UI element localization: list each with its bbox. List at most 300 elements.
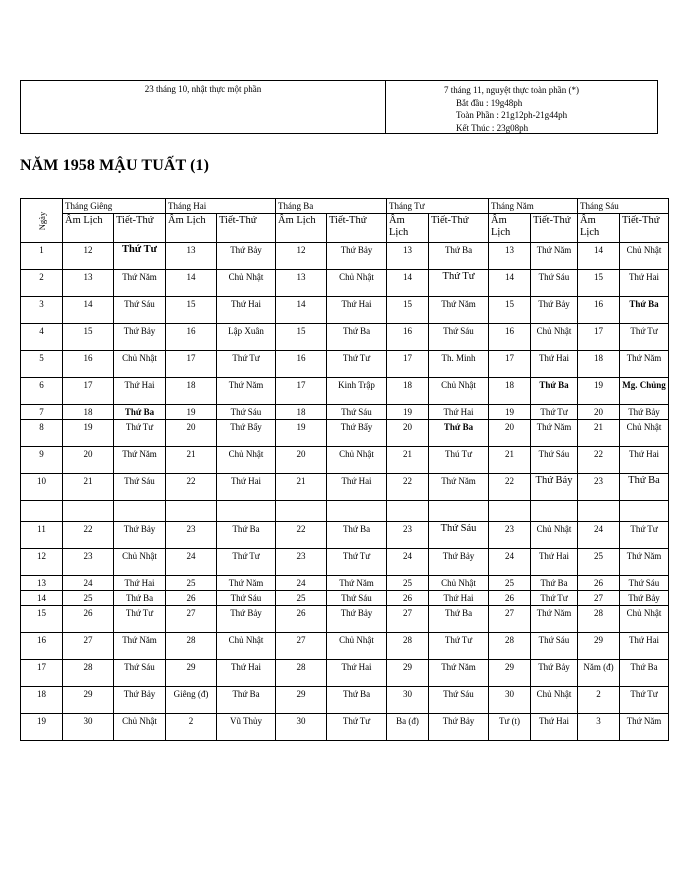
weekday-cell: Thứ Sáu: [217, 405, 276, 420]
lunar-date-cell: 29: [276, 687, 327, 714]
lunar-date-cell: 18: [578, 351, 620, 378]
weekday-cell: Thứ Hai: [327, 660, 387, 687]
table-row: [21, 405, 669, 420]
weekday-cell: Thứ Bảy: [620, 405, 669, 420]
lunar-date-cell: 16: [578, 297, 620, 324]
lunar-date-cell: 30: [276, 714, 327, 741]
weekday-cell: Chủ Nhật: [429, 576, 489, 591]
am-lich-header: Âm Lịch: [489, 214, 531, 243]
table-row: [21, 576, 669, 591]
lunar-date-cell: 12: [276, 243, 327, 270]
lunar-date-cell: 21: [63, 474, 114, 501]
weekday-cell: Thứ Bảy: [531, 474, 578, 501]
lunar-date-cell: 13: [276, 270, 327, 297]
weekday-cell: Thứ Hai: [217, 297, 276, 324]
lunar-date-cell: 28: [489, 633, 531, 660]
am-lich-header: Âm Lịch: [387, 214, 429, 243]
weekday-cell: Kinh Trập: [327, 378, 387, 405]
lunar-date-cell: 28: [387, 633, 429, 660]
weekday-cell: Thứ Hai: [217, 474, 276, 501]
empty-cell: [21, 501, 63, 522]
lunar-date-cell: 16: [276, 351, 327, 378]
weekday-cell: Thứ Bảy: [114, 522, 166, 549]
calendar-body: [21, 243, 669, 741]
weekday-cell: Chủ Nhật: [114, 351, 166, 378]
month-header: Tháng Giêng: [63, 199, 166, 214]
lunar-date-cell: 18: [489, 378, 531, 405]
day-number: 10: [21, 474, 63, 501]
empty-cell: [276, 501, 327, 522]
weekday-cell: Thứ Tư: [327, 351, 387, 378]
weekday-cell: Thứ Ba: [114, 405, 166, 420]
day-number: 7: [21, 405, 63, 420]
weekday-cell: Thứ Hai: [620, 447, 669, 474]
lunar-date-cell: 20: [387, 420, 429, 447]
lunar-date-cell: 21: [166, 447, 217, 474]
tiet-thu-header: Tiết-Thứ: [114, 214, 166, 243]
lunar-date-cell: 27: [578, 591, 620, 606]
empty-cell: [578, 501, 620, 522]
eclipse-info-box: [20, 80, 658, 134]
weekday-cell: Chủ Nhật: [217, 633, 276, 660]
month-header: Tháng Tư: [387, 199, 489, 214]
weekday-cell: Thứ Năm: [620, 351, 669, 378]
page-title: NĂM 1958 MẬU TUẤT (1): [20, 157, 210, 174]
lunar-date-cell: 19: [489, 405, 531, 420]
lunar-date-cell: 14: [166, 270, 217, 297]
weekday-cell: Thứ Bảy: [327, 243, 387, 270]
weekday-cell: Thứ Sáu: [217, 591, 276, 606]
lunar-date-cell: 23: [578, 474, 620, 501]
weekday-cell: Chủ Nhật: [217, 270, 276, 297]
weekday-cell: Thứ Bảy: [217, 243, 276, 270]
lunar-date-cell: 20: [489, 420, 531, 447]
day-number: 3: [21, 297, 63, 324]
weekday-cell: Thứ Hai: [327, 297, 387, 324]
day-number: 9: [21, 447, 63, 474]
lunar-date-cell: 25: [578, 549, 620, 576]
weekday-cell: Thứ Sáu: [429, 324, 489, 351]
empty-cell: [531, 501, 578, 522]
weekday-cell: Thứ Năm: [114, 270, 166, 297]
weekday-cell: Thứ Sáu: [429, 687, 489, 714]
weekday-cell: Chủ Nhật: [429, 378, 489, 405]
weekday-cell: Chủ Nhật: [620, 243, 669, 270]
weekday-cell: Thứ Năm: [327, 576, 387, 591]
month-header-row: [21, 199, 669, 214]
lunar-date-cell: 18: [166, 378, 217, 405]
lunar-date-cell: 24: [166, 549, 217, 576]
table-row: [21, 606, 669, 633]
lunar-date-cell: 13: [166, 243, 217, 270]
lunar-date-cell: 15: [166, 297, 217, 324]
lunar-date-cell: 28: [578, 606, 620, 633]
lunar-date-cell: 21: [578, 420, 620, 447]
lunar-date-cell: 28: [63, 660, 114, 687]
weekday-cell: Thứ Ba: [327, 522, 387, 549]
weekday-cell: Thứ Sáu: [620, 576, 669, 591]
lunar-date-cell: 28: [166, 633, 217, 660]
lunar-date-cell: 24: [489, 549, 531, 576]
lunar-date-cell: 23: [276, 549, 327, 576]
lunar-date-cell: 30: [489, 687, 531, 714]
weekday-cell: Thứ Năm: [217, 378, 276, 405]
weekday-cell: Thứ Ba: [114, 591, 166, 606]
weekday-cell: Thứ Bảy: [114, 324, 166, 351]
lunar-date-cell: 17: [489, 351, 531, 378]
lunar-date-cell: 30: [387, 687, 429, 714]
lunar-date-cell: 22: [166, 474, 217, 501]
weekday-cell: Thứ Sáu: [114, 474, 166, 501]
table-row: [21, 270, 669, 297]
lunar-date-cell: 25: [387, 576, 429, 591]
lunar-date-cell: 15: [276, 324, 327, 351]
lunar-date-cell: 16: [489, 324, 531, 351]
lunar-eclipse-start: Bắt đầu : 19g48ph: [456, 97, 523, 108]
weekday-cell: Thứ Ba: [429, 420, 489, 447]
lunar-date-cell: 26: [578, 576, 620, 591]
lunar-date-cell: 27: [387, 606, 429, 633]
ngay-header: Ngày: [21, 199, 63, 243]
lunar-date-cell: 18: [63, 405, 114, 420]
day-number: 19: [21, 714, 63, 741]
weekday-cell: Thứ Hai: [114, 576, 166, 591]
lunar-date-cell: Năm (đ): [578, 660, 620, 687]
solar-eclipse-note: 23 tháng 10, nhật thực một phần: [21, 81, 386, 133]
weekday-cell: Vũ Thủy: [217, 714, 276, 741]
tiet-thu-header: Tiết-Thứ: [429, 214, 489, 243]
weekday-cell: Thứ Tư: [531, 591, 578, 606]
table-row: [21, 474, 669, 501]
table-row: [21, 324, 669, 351]
weekday-cell: Thứ Ba: [429, 243, 489, 270]
am-lich-header: Âm Lịch: [166, 214, 217, 243]
weekday-cell: Chủ Nhật: [531, 687, 578, 714]
empty-cell: [327, 501, 387, 522]
empty-cell: [620, 501, 669, 522]
weekday-cell: Thứ Bảy: [429, 714, 489, 741]
table-row: [21, 660, 669, 687]
table-row: [21, 687, 669, 714]
lunar-date-cell: 18: [276, 405, 327, 420]
lunar-date-cell: 25: [276, 591, 327, 606]
weekday-cell: Thứ Ba: [327, 687, 387, 714]
weekday-cell: Thứ Bảy: [620, 591, 669, 606]
table-row: [21, 297, 669, 324]
weekday-cell: Thứ Sáu: [114, 297, 166, 324]
weekday-cell: Thứ Bảy: [327, 606, 387, 633]
lunar-date-cell: 19: [387, 405, 429, 420]
weekday-cell: Thứ Tư: [531, 405, 578, 420]
lunar-date-cell: 14: [276, 297, 327, 324]
empty-cell: [489, 501, 531, 522]
lunar-date-cell: 17: [578, 324, 620, 351]
weekday-cell: Thứ Ba: [217, 687, 276, 714]
weekday-cell: Lập Xuân: [217, 324, 276, 351]
day-number: 6: [21, 378, 63, 405]
day-number: 12: [21, 549, 63, 576]
weekday-cell: Thứ Năm: [531, 243, 578, 270]
weekday-cell: Thứ Bẩy: [327, 420, 387, 447]
weekday-cell: Thứ Hai: [531, 351, 578, 378]
lunar-date-cell: 14: [387, 270, 429, 297]
table-row: [21, 420, 669, 447]
weekday-cell: Thứ Hai: [429, 405, 489, 420]
weekday-cell: Thứ Ba: [531, 576, 578, 591]
empty-cell: [429, 501, 489, 522]
day-number: 14: [21, 591, 63, 606]
weekday-cell: Thứ Tư: [620, 687, 669, 714]
lunar-date-cell: 27: [166, 606, 217, 633]
weekday-cell: Thứ Bẩy: [217, 420, 276, 447]
table-row: [21, 591, 669, 606]
lunar-date-cell: 19: [578, 378, 620, 405]
blank-row: [21, 501, 669, 522]
weekday-cell: Thứ Sáu: [327, 405, 387, 420]
weekday-cell: Thứ Sáu: [429, 522, 489, 549]
lunar-date-cell: 24: [578, 522, 620, 549]
weekday-cell: Chủ Nhật: [531, 324, 578, 351]
weekday-cell: Thứ Ba: [620, 297, 669, 324]
lunar-date-cell: 23: [166, 522, 217, 549]
weekday-cell: Thú Tư: [429, 447, 489, 474]
lunar-eclipse-total: Toàn Phần : 21g12ph-21g44ph: [456, 110, 568, 120]
calendar-table: [20, 198, 669, 741]
table-row: [21, 243, 669, 270]
empty-cell: [166, 501, 217, 522]
table-row: [21, 351, 669, 378]
lunar-date-cell: 24: [387, 549, 429, 576]
weekday-cell: Thứ Năm: [429, 297, 489, 324]
weekday-cell: Chủ Nhật: [114, 714, 166, 741]
weekday-cell: Th. Minh: [429, 351, 489, 378]
lunar-date-cell: 29: [387, 660, 429, 687]
weekday-cell: Thứ Hai: [217, 660, 276, 687]
weekday-cell: Thứ Tư: [114, 420, 166, 447]
weekday-cell: Thứ Hai: [429, 591, 489, 606]
weekday-cell: Thứ Hai: [531, 549, 578, 576]
day-number: 13: [21, 576, 63, 591]
weekday-cell: Thứ Năm: [531, 606, 578, 633]
month-header: Tháng Hai: [166, 199, 276, 214]
empty-cell: [217, 501, 276, 522]
lunar-date-cell: 22: [387, 474, 429, 501]
weekday-cell: Chủ Nhật: [327, 270, 387, 297]
lunar-date-cell: 17: [166, 351, 217, 378]
empty-cell: [63, 501, 114, 522]
lunar-date-cell: 26: [489, 591, 531, 606]
lunar-date-cell: 27: [489, 606, 531, 633]
lunar-date-cell: 15: [387, 297, 429, 324]
month-header: Tháng Năm: [489, 199, 578, 214]
lunar-date-cell: 14: [489, 270, 531, 297]
lunar-date-cell: 14: [578, 243, 620, 270]
weekday-cell: Thứ Sáu: [327, 591, 387, 606]
lunar-date-cell: 20: [578, 405, 620, 420]
empty-cell: [387, 501, 429, 522]
weekday-cell: Thứ Năm: [217, 576, 276, 591]
lunar-date-cell: 29: [578, 633, 620, 660]
lunar-date-cell: 13: [489, 243, 531, 270]
day-number: 17: [21, 660, 63, 687]
weekday-cell: Chủ Nhật: [531, 522, 578, 549]
weekday-cell: Mg. Chủng: [620, 378, 669, 405]
day-number: 16: [21, 633, 63, 660]
lunar-date-cell: 19: [166, 405, 217, 420]
lunar-date-cell: 28: [276, 660, 327, 687]
lunar-date-cell: 22: [489, 474, 531, 501]
lunar-date-cell: 12: [63, 243, 114, 270]
lunar-date-cell: 18: [387, 378, 429, 405]
lunar-date-cell: 13: [63, 270, 114, 297]
tiet-thu-header: Tiết-Thứ: [327, 214, 387, 243]
month-header: Tháng Ba: [276, 199, 387, 214]
lunar-date-cell: 20: [166, 420, 217, 447]
lunar-date-cell: 16: [166, 324, 217, 351]
lunar-date-cell: Giêng (đ): [166, 687, 217, 714]
weekday-cell: Thứ Năm: [114, 633, 166, 660]
weekday-cell: Thứ Hai: [327, 474, 387, 501]
lunar-date-cell: 13: [387, 243, 429, 270]
lunar-date-cell: 26: [276, 606, 327, 633]
lunar-date-cell: 23: [387, 522, 429, 549]
weekday-cell: Thứ Bảy: [114, 687, 166, 714]
weekday-cell: Thứ Năm: [429, 660, 489, 687]
lunar-date-cell: 25: [166, 576, 217, 591]
lunar-date-cell: 25: [489, 576, 531, 591]
lunar-date-cell: 24: [63, 576, 114, 591]
lunar-date-cell: 14: [63, 297, 114, 324]
table-row: [21, 549, 669, 576]
empty-cell: [114, 501, 166, 522]
day-number: 5: [21, 351, 63, 378]
table-row: [21, 378, 669, 405]
lunar-date-cell: 21: [276, 474, 327, 501]
weekday-cell: Thứ Tư: [217, 351, 276, 378]
weekday-cell: Thứ Bảy: [531, 297, 578, 324]
table-row: [21, 522, 669, 549]
weekday-cell: Thứ Tư: [429, 633, 489, 660]
tiet-thu-header: Tiết-Thứ: [620, 214, 669, 243]
weekday-cell: Thứ Hai: [620, 270, 669, 297]
lunar-date-cell: 23: [63, 549, 114, 576]
weekday-cell: Thứ Tư: [620, 522, 669, 549]
weekday-cell: Thứ Tư: [217, 549, 276, 576]
weekday-cell: Thứ Hai: [620, 633, 669, 660]
lunar-date-cell: Tư (t): [489, 714, 531, 741]
weekday-cell: Thứ Sáu: [531, 447, 578, 474]
weekday-cell: Thứ Bảy: [217, 606, 276, 633]
weekday-cell: Thứ Sáu: [531, 270, 578, 297]
lunar-date-cell: 21: [489, 447, 531, 474]
weekday-cell: Thứ Tư: [429, 270, 489, 297]
lunar-date-cell: 15: [489, 297, 531, 324]
lunar-date-cell: 16: [63, 351, 114, 378]
weekday-cell: Thứ Tư: [327, 549, 387, 576]
lunar-date-cell: 2: [166, 714, 217, 741]
lunar-date-cell: 25: [63, 591, 114, 606]
am-lich-header: Âm Lịch: [63, 214, 114, 243]
weekday-cell: Thứ Ba: [620, 660, 669, 687]
lunar-date-cell: 27: [276, 633, 327, 660]
lunar-date-cell: 26: [63, 606, 114, 633]
lunar-date-cell: 2: [578, 687, 620, 714]
weekday-cell: Chủ Nhật: [327, 447, 387, 474]
weekday-cell: Thứ Năm: [620, 549, 669, 576]
weekday-cell: Chủ Nhật: [620, 606, 669, 633]
day-number: 4: [21, 324, 63, 351]
lunar-date-cell: 22: [63, 522, 114, 549]
lunar-date-cell: 24: [276, 576, 327, 591]
day-number: 18: [21, 687, 63, 714]
weekday-cell: Thứ Hai: [531, 714, 578, 741]
weekday-cell: Thứ Ba: [531, 378, 578, 405]
lunar-date-cell: 20: [276, 447, 327, 474]
day-number: 2: [21, 270, 63, 297]
day-number: 1: [21, 243, 63, 270]
weekday-cell: Thứ Bảy: [429, 549, 489, 576]
lunar-date-cell: 19: [63, 420, 114, 447]
weekday-cell: Thứ Ba: [217, 522, 276, 549]
tiet-thu-header: Tiết-Thứ: [531, 214, 578, 243]
day-number: 8: [21, 420, 63, 447]
lunar-eclipse-title: 7 tháng 11, nguyệt thực toàn phần (*): [444, 85, 580, 95]
lunar-date-cell: 20: [63, 447, 114, 474]
weekday-cell: Thứ Ba: [327, 324, 387, 351]
weekday-cell: Thứ Ba: [429, 606, 489, 633]
weekday-cell: Thứ Tư: [620, 324, 669, 351]
weekday-cell: Chủ Nhật: [620, 420, 669, 447]
lunar-date-cell: 22: [276, 522, 327, 549]
weekday-cell: Chủ Nhật: [217, 447, 276, 474]
weekday-cell: Thứ Tư: [327, 714, 387, 741]
lunar-date-cell: 15: [578, 270, 620, 297]
lunar-date-cell: 17: [387, 351, 429, 378]
lunar-date-cell: 29: [63, 687, 114, 714]
lunar-date-cell: 21: [387, 447, 429, 474]
tiet-thu-header: Tiết-Thứ: [217, 214, 276, 243]
weekday-cell: Thứ Sáu: [531, 633, 578, 660]
lunar-date-cell: 26: [387, 591, 429, 606]
lunar-eclipse-end: Kết Thúc : 23g08ph: [456, 122, 529, 133]
lunar-date-cell: 16: [387, 324, 429, 351]
weekday-cell: Chủ Nhật: [114, 549, 166, 576]
lunar-date-cell: Ba (đ): [387, 714, 429, 741]
weekday-cell: Thứ Năm: [114, 447, 166, 474]
month-header: Tháng Sáu: [578, 199, 669, 214]
lunar-date-cell: 29: [489, 660, 531, 687]
lunar-date-cell: 29: [166, 660, 217, 687]
lunar-date-cell: 17: [276, 378, 327, 405]
lunar-date-cell: 15: [63, 324, 114, 351]
lunar-date-cell: 30: [63, 714, 114, 741]
weekday-cell: Thứ Bảy: [531, 660, 578, 687]
lunar-date-cell: 26: [166, 591, 217, 606]
weekday-cell: Thứ Ba: [620, 474, 669, 501]
table-row: [21, 447, 669, 474]
weekday-cell: Thứ Năm: [620, 714, 669, 741]
table-row: [21, 714, 669, 741]
lunar-date-cell: 3: [578, 714, 620, 741]
lunar-date-cell: 27: [63, 633, 114, 660]
sub-header-row: [21, 214, 669, 243]
weekday-cell: Thứ Sáu: [114, 660, 166, 687]
lunar-eclipse-note: [386, 81, 657, 133]
lunar-date-cell: 17: [63, 378, 114, 405]
lunar-date-cell: 19: [276, 420, 327, 447]
lunar-date-cell: 22: [578, 447, 620, 474]
weekday-cell: Chủ Nhật: [327, 633, 387, 660]
